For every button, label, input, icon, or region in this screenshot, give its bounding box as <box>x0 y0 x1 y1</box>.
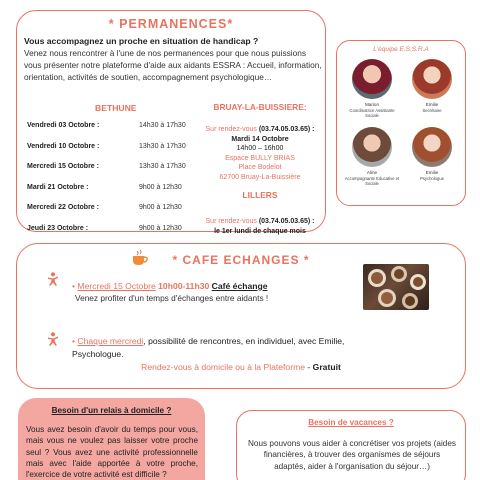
lillers-details <box>192 217 328 236</box>
schedule-day: Mercredi 22 Octobre : <box>27 204 99 211</box>
vacances-title: Besoin de vacances ? <box>308 418 394 427</box>
equipe-title: L'équipe E.S.S.R.A <box>373 46 429 53</box>
member-name: Aline <box>366 170 378 175</box>
schedule-day: Vendredi 10 Octobre : <box>27 142 100 150</box>
bruay-colon: : <box>310 126 315 133</box>
person-icon <box>47 272 59 286</box>
permanences-title: * PERMANENCES* <box>108 17 234 31</box>
cafe-event-2 <box>72 336 344 346</box>
bruay-hours: 14h00 – 16h00 <box>236 145 284 153</box>
bruay-rdv: Sur rendez-vous <box>205 126 257 133</box>
cafe-event-2-text-2: Psychologue. <box>72 349 124 359</box>
member-name: Emilie <box>425 102 439 107</box>
schedule-row <box>27 225 197 246</box>
member-role: Accompagnante Educative et Sociale <box>344 175 400 186</box>
bullet: • <box>72 281 76 291</box>
schedule-time: 13h30 à 17h30 <box>139 142 186 150</box>
schedule-row <box>27 204 197 225</box>
bullet: • <box>72 336 76 346</box>
schedule-row <box>27 143 197 164</box>
permanences-intro: Venez nous rencontrer à l'une de nos permanences pour que nous puissions vous présenter notre plateforme d'aide aux aidants ESSRA : Accueil, information, orientation, activités de soutien, accompagnement psychologique… <box>24 48 322 82</box>
lillers-schedule: le 1er lundi de chaque mois <box>214 227 306 235</box>
bruay-place-2: Place Bodelot <box>238 164 282 172</box>
member-role: Secrétaire <box>422 107 442 113</box>
bruay-heading: BRUAY-LA-BUISSIERE: <box>213 102 307 112</box>
cafe-event-1-date[interactable]: Mercredi 15 Octobre <box>77 281 156 291</box>
relais-domicile-card <box>18 398 205 480</box>
schedule-row <box>27 163 197 184</box>
member-role: Psychologue <box>420 175 444 181</box>
lillers-heading: LILLERS <box>242 190 278 200</box>
schedule-time: 9h00 à 12h30 <box>139 224 182 232</box>
cafe-event-1-name: Café échange <box>211 281 268 291</box>
member-photo <box>352 59 392 99</box>
cafe-event-2-rdv: Rendez-vous à domicile ou à la Plateforme <box>141 362 306 372</box>
schedule-day: Vendredi 03 Octobre : <box>27 122 100 129</box>
bruay-date: Mardi 14 Octobre <box>231 135 289 143</box>
schedule-row <box>27 122 197 143</box>
cafe-event-1 <box>72 281 268 291</box>
schedule-time: 13h30 à 17h30 <box>139 163 186 170</box>
member-name: Marion <box>364 102 380 107</box>
team-member <box>404 59 460 113</box>
bruay-details <box>192 125 328 183</box>
bethune-schedule <box>27 122 197 245</box>
schedule-day: Mardi 21 Octobre : <box>27 183 89 191</box>
cafe-event-2-text: , possibilité de rencontres, en individuel, avec Emilie, <box>143 336 345 346</box>
bruay-place-3: 62700 Bruay-La-Buissière <box>219 173 301 181</box>
team-member <box>404 127 460 181</box>
cafe-event-2-sep: - <box>305 362 313 372</box>
bruay-place-1: Espace BULLY BRIAS <box>225 154 295 162</box>
relais-text: Vous avez besoin d'avoir du temps pour vous, mais vous ne voulez pas laisser votre proche seul ? Vous avez une activité professionnelle mais avec l'aide apportée à votre proche, l'exercice de votre activité est difficile ? <box>26 425 198 480</box>
cafe-echanges-card <box>16 243 466 389</box>
schedule-row <box>27 184 197 205</box>
vacances-card <box>236 410 466 480</box>
schedule-time: 9h00 à 12h30 <box>139 183 182 191</box>
coffee-cups-photo <box>363 264 429 310</box>
cafe-event-2-free: Gratuit <box>312 362 341 372</box>
member-photo <box>412 127 452 167</box>
member-role: Coordinatrice Assistante Sociale <box>349 107 395 118</box>
cafe-event-1-desc: Venez profiter d'un temps d'échanges entre aidants ! <box>75 293 269 303</box>
member-photo <box>352 127 392 167</box>
schedule-time: 14h30 à 17h30 <box>139 122 186 129</box>
person-icon <box>47 332 59 346</box>
cafe-event-2-link[interactable]: Chaque mercredi <box>77 336 144 346</box>
schedule-time: 9h00 à 12h30 <box>139 204 182 211</box>
schedule-day: Jeudi 23 Octobre : <box>27 224 89 232</box>
bethune-heading: BETHUNE <box>95 103 137 113</box>
permanences-subtitle: Vous accompagnez un proche en situation de handicap ? <box>24 36 259 46</box>
schedule-day: Mercredi 15 Octobre : <box>27 163 99 170</box>
lillers-phone[interactable]: (03.74.05.03.65) <box>258 218 311 225</box>
team-member <box>344 127 400 186</box>
relais-title: Besoin d'un relais à domicile ? <box>51 406 172 415</box>
cafe-event-1-time: 10h00-11h30 <box>155 281 212 291</box>
member-photo <box>412 59 452 99</box>
equipe-card <box>336 40 466 206</box>
lillers-colon: : <box>310 218 315 225</box>
member-name: Emilie <box>425 170 439 175</box>
permanences-card <box>16 10 326 235</box>
cafe-title: * CAFE ECHANGES * <box>172 253 310 267</box>
lillers-rdv: Sur rendez-vous <box>205 218 257 225</box>
cafe-event-2-rdv-line <box>17 362 465 372</box>
vacances-text: Nous pouvons vous aider à concrétiser vos projets (aides financières, à trouver des organismes de séjours adaptés, aider à l'organisation du séjour…) <box>248 439 456 471</box>
team-member <box>344 59 400 118</box>
bruay-phone[interactable]: (03.74.05.03.65) <box>258 126 311 133</box>
